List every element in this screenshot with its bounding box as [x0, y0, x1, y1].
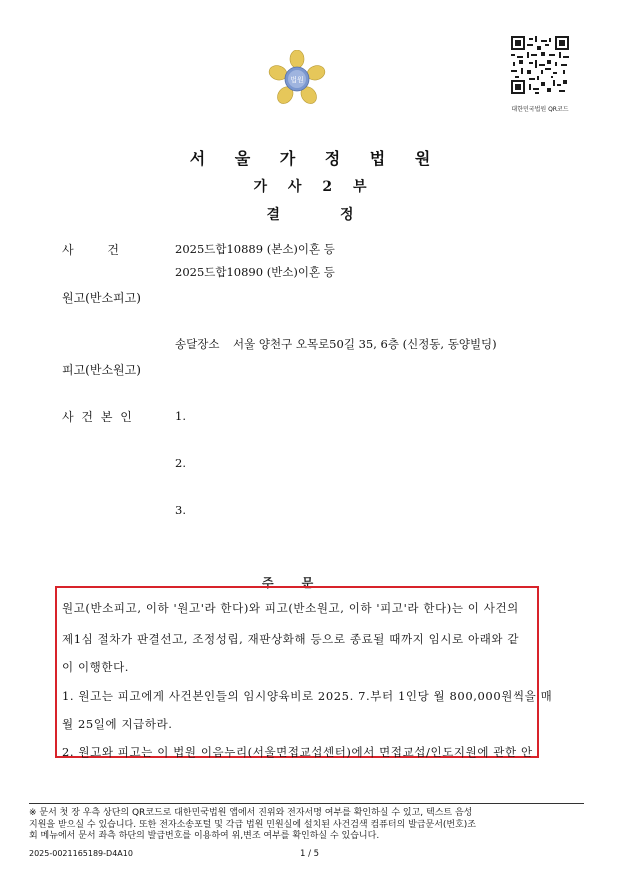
notice-line: 회 메뉴에서 문서 좌측 하단의 발급번호를 이용하여 위,변조 여부를 확인하실 수 있습니다. — [29, 831, 380, 841]
document-title — [0, 204, 620, 224]
notice-line: ※ 문서 첫 장 우측 상단의 QR코드로 대한민국법원 앱에서 진위와 전자서명 여부를 확인하실 수 있고, 텍스트 음성 — [29, 808, 473, 818]
service-label: 송달장소 — [175, 337, 220, 351]
principals-label: 사 건 본 인 — [62, 410, 134, 424]
qr-code-icon[interactable] — [511, 36, 569, 94]
court-seal-text: 법원 — [290, 76, 304, 84]
principal-item: 3. — [175, 503, 186, 517]
plaintiff-label: 원고(반소피고) — [62, 291, 141, 305]
verification-notice — [29, 803, 584, 843]
court-name: 서 울 가 정 법 원 — [189, 149, 443, 168]
notice-line: 지원을 받으실 수 있습니다. 또한 전자소송포털 및 각급 법원 민원실에 설치된 사건검색 컴퓨터의 발급문서(번호)조 — [29, 819, 477, 830]
order-line: 2. 원고와 피고는 이 법원 이음누리(서울면접교섭센터)에서 면접교섭/인도지원에 관한 안 — [62, 745, 533, 759]
order-title-right: 문 — [301, 576, 314, 590]
case-number-main: 2025드합10889 (본소)이혼 등 — [175, 242, 335, 256]
document-title-left: 결 — [266, 207, 280, 223]
principal-item: 2. — [175, 456, 186, 470]
page-number: 1 / 5 — [300, 849, 320, 859]
court-seal-icon — [268, 50, 326, 108]
issue-number: 2025-0021165189-D4A10 — [29, 849, 133, 858]
order-line: 이 이행한다. — [62, 660, 130, 674]
service-address: 서울 양천구 오목로50길 35, 6층 (신정동, 동양빌딩) — [233, 337, 497, 351]
court-division: 가 사 2 부 — [253, 179, 375, 195]
case-number-counter: 2025드합10890 (반소)이혼 등 — [175, 265, 335, 279]
order-line: 월 25일에 지급하라. — [62, 717, 173, 731]
qr-caption: 대한민국법원 QR코드 — [511, 106, 569, 113]
order-line: 1. 원고는 피고에게 사건본인들의 임시양육비로 2025. 7.부터 1인당 월 800,000원씩을 매 — [62, 689, 553, 703]
order-title-left: 주 — [262, 576, 274, 590]
order-line: 제1심 절차가 판결선고, 조정성립, 재판상화해 등으로 종료될 때까지 임시로 아래와 같 — [62, 632, 520, 646]
qr-code-block — [507, 36, 573, 113]
defendant-label: 피고(반소원고) — [62, 363, 141, 377]
order-line: 원고(반소피고, 이하 '원고'라 한다)와 피고(반소원고, 이하 '피고'라 한다)는 이 사건의 — [62, 601, 519, 615]
document-title-right: 정 — [340, 207, 354, 223]
principal-item: 1. — [175, 409, 186, 423]
case-label: 사 건 — [62, 243, 119, 257]
